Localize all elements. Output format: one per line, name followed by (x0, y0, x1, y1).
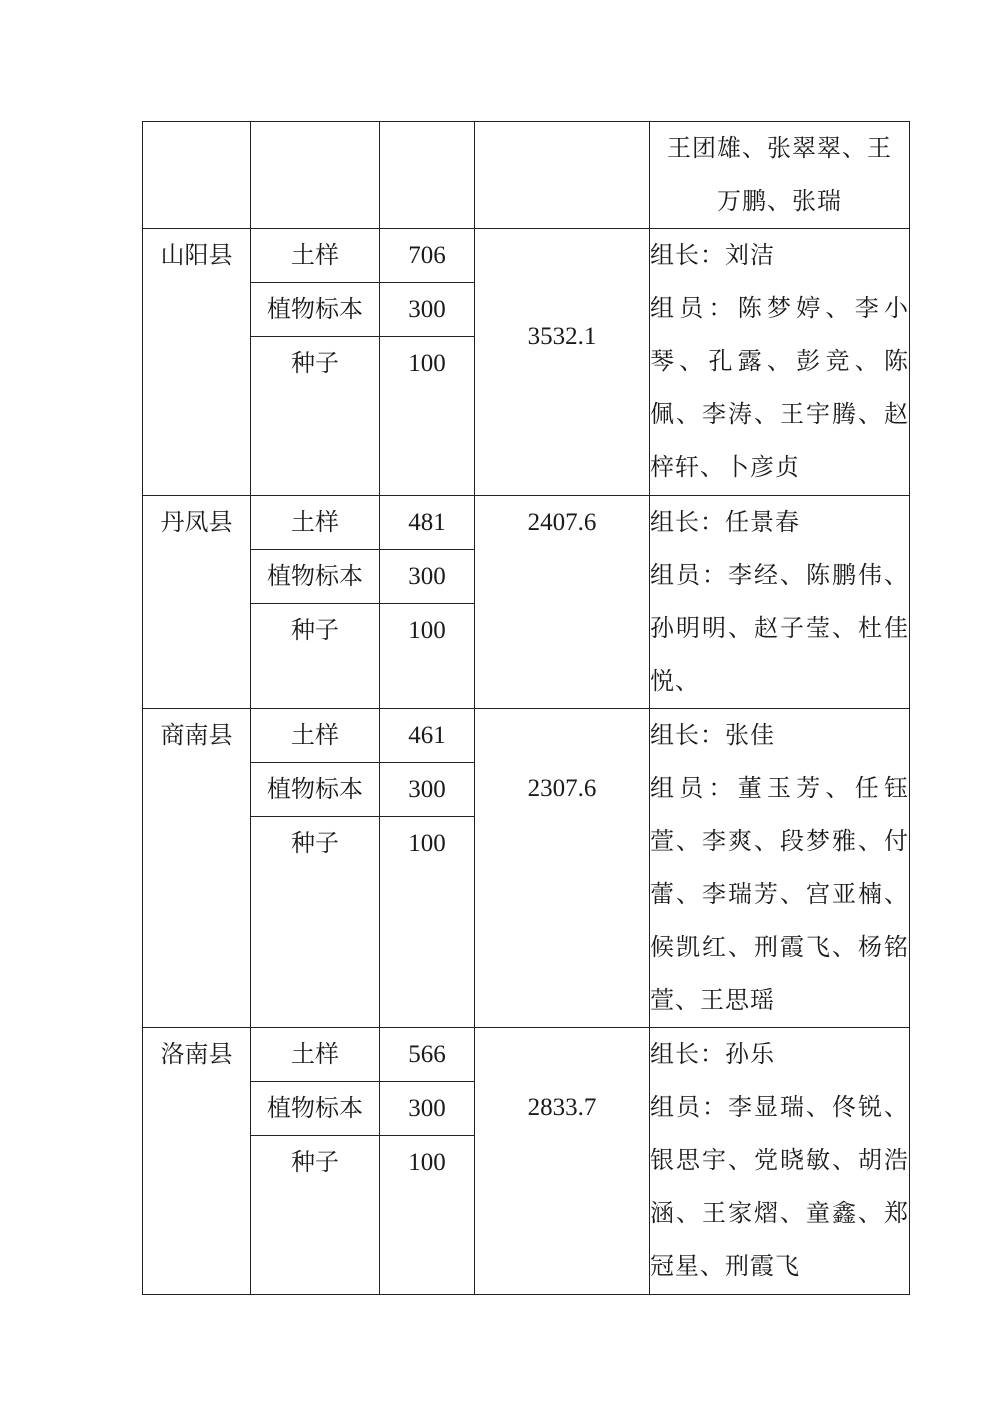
category-cell-empty (251, 122, 380, 229)
area-value: 2833.7 (475, 1028, 650, 1295)
table-row-county (143, 1028, 910, 1082)
area-value: 3532.1 (475, 229, 650, 496)
sample-count: 461 (380, 709, 475, 763)
sample-count: 300 (380, 763, 475, 817)
county-name: 商南县 (143, 709, 251, 1028)
team-leader: 组长：张佳 (650, 721, 775, 749)
sample-count: 300 (380, 283, 475, 337)
team-members-text: 王团雄、张翠翠、王万鹏、张瑞 (667, 134, 892, 215)
county-name: 山阳县 (143, 229, 251, 496)
sample-category: 土样 (251, 496, 380, 550)
count-cell-empty (380, 122, 475, 229)
sample-category: 植物标本 (251, 283, 380, 337)
sample-count: 566 (380, 1028, 475, 1082)
team-cell (650, 496, 910, 709)
sample-category: 植物标本 (251, 1082, 380, 1136)
team-cell (650, 709, 910, 1028)
sample-category: 种子 (251, 817, 380, 1028)
team-leader: 组长：孙乐 (650, 1040, 775, 1068)
sample-category: 土样 (251, 229, 380, 283)
team-members: 组员：李显瑞、佟锐、银思宇、党晓敏、胡浩涵、王家熠、童鑫、郑冠星、刑霞飞 (650, 1093, 909, 1280)
sample-count: 481 (380, 496, 475, 550)
sample-category: 植物标本 (251, 763, 380, 817)
table-row-county (143, 496, 910, 550)
sample-count: 300 (380, 1082, 475, 1136)
area-value: 2407.6 (475, 496, 650, 709)
sample-count: 300 (380, 550, 475, 604)
sample-count: 100 (380, 817, 475, 1028)
sample-count: 100 (380, 604, 475, 709)
table-row-continuation (143, 122, 910, 229)
sample-category: 种子 (251, 337, 380, 496)
sample-count: 100 (380, 337, 475, 496)
county-name: 洛南县 (143, 1028, 251, 1295)
sample-category: 种子 (251, 1136, 380, 1295)
sample-category: 种子 (251, 604, 380, 709)
team-members: 组员：陈梦婷、李小琴、孔露、彭竞、陈佩、李涛、王宇腾、赵梓轩、卜彦贞 (650, 294, 909, 481)
area-cell-empty (475, 122, 650, 229)
team-cell-continued (650, 122, 910, 229)
sample-category: 土样 (251, 709, 380, 763)
sample-count: 100 (380, 1136, 475, 1295)
team-cell (650, 1028, 910, 1295)
sample-category: 植物标本 (251, 550, 380, 604)
sample-count: 706 (380, 229, 475, 283)
table-row-county (143, 229, 910, 283)
team-leader: 组长：刘洁 (650, 241, 775, 269)
county-cell-empty (143, 122, 251, 229)
table-row-county (143, 709, 910, 763)
team-leader: 组长：任景春 (650, 508, 800, 536)
sampling-table (142, 121, 910, 1295)
sample-category: 土样 (251, 1028, 380, 1082)
team-cell (650, 229, 910, 496)
team-members: 组员：李经、陈鹏伟、孙明明、赵子莹、杜佳悦、 (650, 561, 909, 695)
team-members: 组员：董玉芳、任钰萱、李爽、段梦雅、付蕾、李瑞芳、宫亚楠、候凯红、刑霞飞、杨铭萱、王思瑶 (650, 774, 909, 1014)
area-value: 2307.6 (475, 709, 650, 1028)
county-name: 丹凤县 (143, 496, 251, 709)
